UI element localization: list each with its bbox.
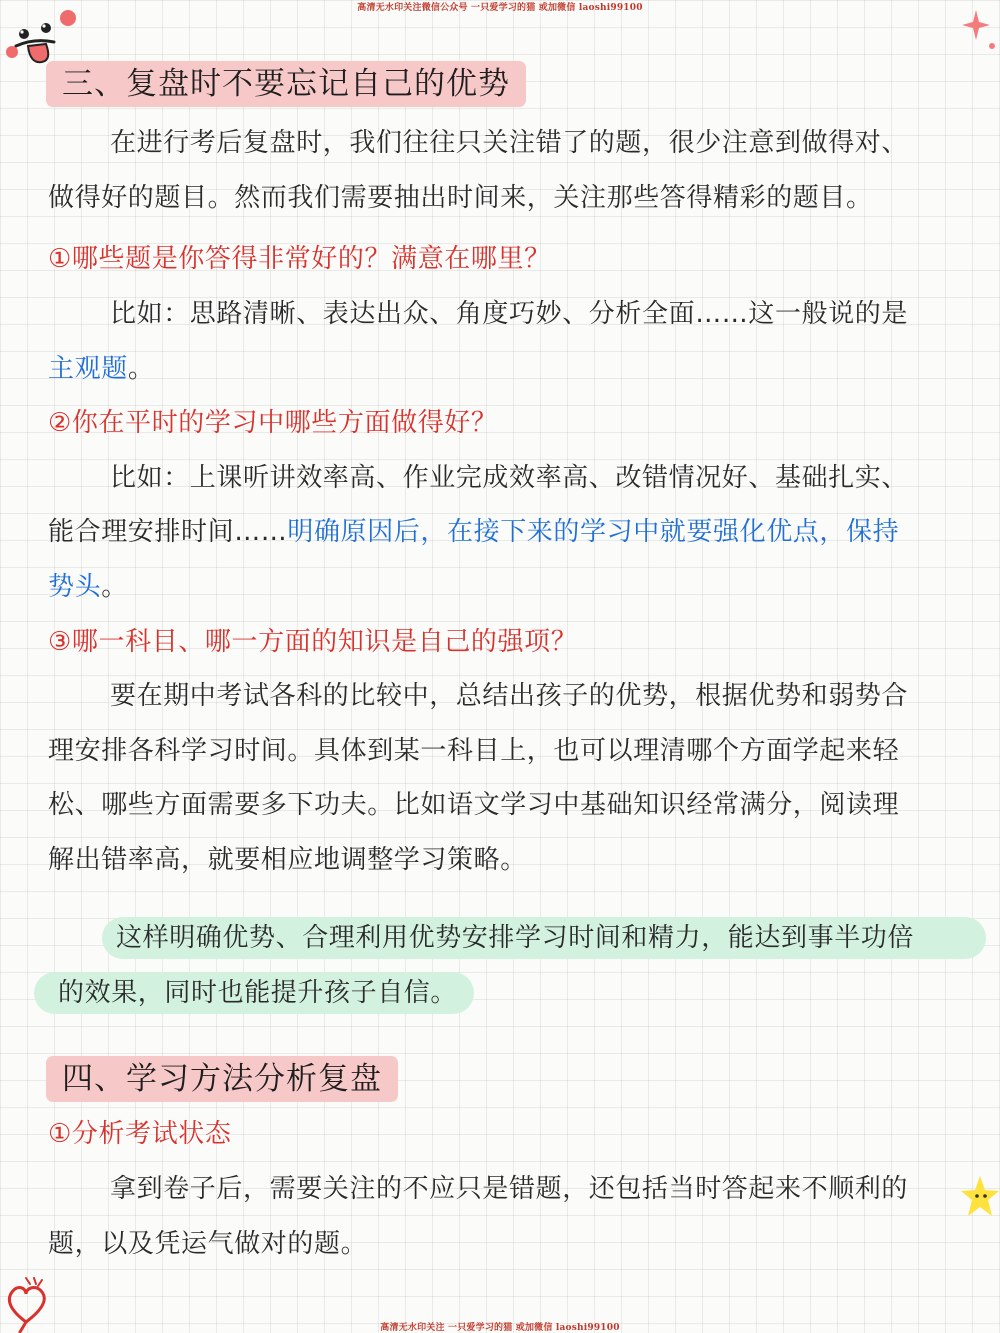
punctuation: 。	[127, 354, 155, 384]
section-3-intro-line-2: 做得好的题目。然而我们需要抽出时间来，关注那些答得精彩的题目。	[48, 183, 873, 213]
highlight-line-1: 这样明确优势、合理利用优势安排学习时间和精力，能达到事半功倍	[116, 923, 915, 953]
emphasis-momentum: 势头	[48, 572, 102, 602]
emphasis-subjective-questions: 主观题	[48, 354, 128, 384]
section-4-title: 四、学习方法分析复盘	[46, 1056, 398, 1102]
question-3-line-3: 松、哪些方面需要多下功夫。比如语文学习中基础知识经常满分，阅读理	[48, 790, 900, 820]
punctuation: 。	[101, 572, 128, 602]
question-3-line-1: 要在期中考试各科的比较中，总结出孩子的优势，根据优势和弱势合	[110, 681, 909, 711]
highlight-line-2: 的效果，同时也能提升孩子自信。	[58, 978, 458, 1008]
sparkle-icon	[962, 6, 998, 54]
watermark-bottom: 高清无水印关注 一只爱学习的猫 或加微信 laoshi99100	[380, 1323, 620, 1333]
question-1-title: ①哪些题是你答得非常好的？满意在哪里？	[48, 244, 551, 274]
section-3-intro-line-1: 在进行考后复盘时，我们往往只关注错了的题，很少注意到做得对、	[110, 128, 909, 158]
section-4-question-1-title: ①分析考试状态	[48, 1119, 232, 1149]
question-2-line-2-start: 能合理安排时间……	[48, 517, 288, 547]
question-2-line-1: 比如：上课听讲效率高、作业完成效率高、改错情况好、基础扎实、	[110, 463, 909, 493]
question-2-line-2	[48, 515, 973, 549]
question-3-line-4: 解出错率高，就要相应地调整学习策略。	[48, 845, 527, 875]
watermark-top: 高清无水印关注微信公众号 一只爱学习的猫 或加微信 laoshi99100	[357, 3, 643, 13]
question-2-line-3	[48, 570, 973, 604]
heart-icon	[4, 1272, 54, 1333]
question-3-line-2: 理安排各科学习时间。具体到某一科目上，也可以理清哪个方面学起来轻	[48, 736, 900, 766]
section-3-title: 三、复盘时不要忘记自己的优势	[46, 61, 526, 107]
section-4-question-1-line-1: 拿到卷子后，需要关注的不应只是错题，还包括当时答起来不顺利的	[110, 1174, 909, 1204]
question-1-line-1: 比如：思路清晰、表达出众、角度巧妙、分析全面……这一般说的是	[110, 299, 909, 329]
section-4-question-1-line-2: 题，以及凭运气做对的题。	[48, 1229, 368, 1259]
emphasis-strengthen-advantages: 明确原因后，在接下来的学习中就要强化优点，保持	[287, 517, 900, 547]
question-2-title: ②你在平时的学习中哪些方面做得好？	[48, 408, 498, 438]
question-3-title: ③哪一科目、哪一方面的知识是自己的强项？	[48, 627, 578, 657]
question-1-line-2	[48, 352, 973, 386]
